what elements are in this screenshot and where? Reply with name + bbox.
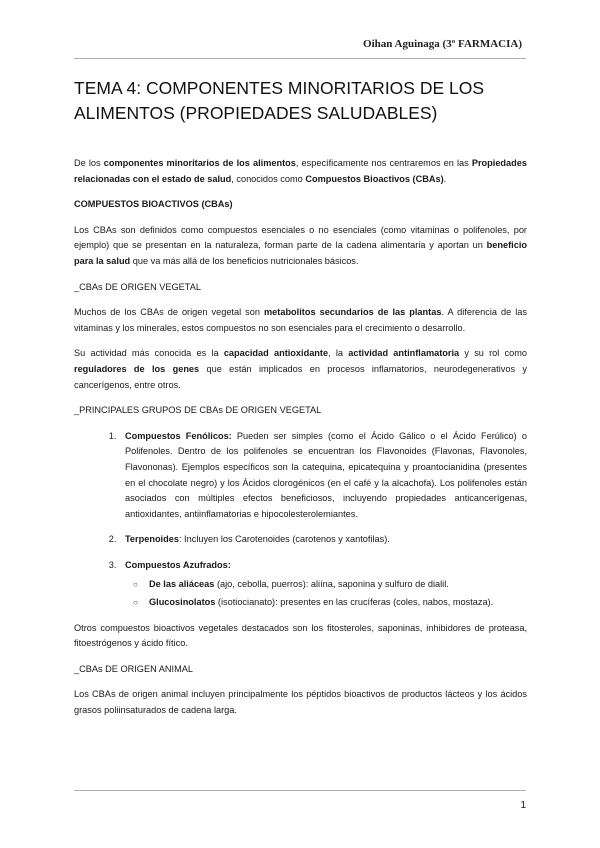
header-divider	[74, 58, 526, 59]
vegetal-bold: capacidad antioxidante	[223, 348, 329, 359]
vegetal-text: y su rol como	[459, 348, 528, 359]
intro-text: De los	[74, 158, 104, 168]
cbas-bold: beneficio para la salud	[74, 240, 527, 266]
intro-paragraph	[74, 156, 527, 187]
cbas-text: que va más allá de los beneficios nutricionales básicos.	[130, 255, 359, 266]
list-item	[119, 429, 527, 523]
intro-bold: Compuestos Bioactivos (CBAs)	[305, 173, 444, 184]
sublist-item-title: Glucosinolatos	[149, 597, 216, 608]
sublist-item	[133, 577, 527, 593]
sublist-item-text: (ajo, cebolla, puerros): aliína, saponina y sulfuro de dialil.	[214, 579, 449, 590]
sublist-item-text: (isotiocianato): presentes en las crucíferas (coles, nabos, mostaza).	[215, 597, 494, 608]
vegetal-bold: reguladores de los genes	[74, 363, 200, 374]
intro-text: , específicamente nos centraremos en las	[295, 158, 472, 168]
cbas-paragraph	[74, 223, 527, 270]
group-item-title: Terpenoides	[125, 534, 179, 545]
animal-paragraph: Los CBAs de origen animal incluyen principalmente los péptidos bioactivos de productos lácteos y los ácidos grasos poliinsaturados de cadena larga.	[74, 689, 527, 716]
vegetal-text: Muchos de los CBAs de origen vegetal son	[74, 307, 264, 318]
cbas-heading	[74, 197, 527, 213]
footer-divider	[74, 790, 526, 791]
group-item-text: : Incluyen los Carotenoides (carotenos y xantofilas).	[178, 534, 390, 545]
vegetal-paragraph-1	[74, 305, 527, 336]
animal-heading: _CBAs DE ORIGEN ANIMAL	[74, 663, 193, 674]
sublist-item-title: De las aliáceas	[149, 579, 215, 590]
group-item-title: Compuestos Fenólicos:	[125, 430, 232, 441]
vegetal-bold: actividad antinflamatoria	[348, 348, 460, 359]
vegetal-text: Su actividad más conocida es la	[74, 348, 224, 359]
groups-heading: _PRINCIPALES GRUPOS DE CBAs DE ORIGEN VEGETAL	[74, 405, 322, 416]
groups-list	[74, 429, 527, 611]
vegetal-text: , la	[328, 348, 349, 359]
vegetal-paragraph-2	[74, 346, 527, 393]
vegetal-text: que están implicados en procesos inflamatorios, neurodegenerativos y cancerígenos, entre otros.	[74, 363, 527, 390]
circle-bullet-icon: ○	[133, 598, 138, 608]
sublist-item	[133, 595, 527, 611]
page-number: 1	[520, 800, 526, 811]
list-item	[119, 558, 527, 611]
intro-text: , conocidos como	[231, 173, 306, 184]
group-item-text: Pueden ser simples (como el Ácido Gálico o el Ácido Ferúlico) o Polifenoles. Dentro de los polifenoles se encuentran los Flavonoides (Flavonas, Flavonoles, Flavononas). Ejemplos específicos son la catequina, epicatequina y proantocianidina (presentes en el chocolate negro) y los Ácidos clorogénicos (en el café y la alcachofa). Los polifenoles están asociados con múltiples efectos beneficiosos, incluyendo propiedades anticancerígenas, antioxidantes, antiinflamatorias e hipocolesterolemiantes.	[125, 430, 527, 519]
intro-text: .	[443, 173, 447, 184]
groups-closing-paragraph: Otros compuestos bioactivos vegetales destacados son los fitosteroles, saponinas, inhibidores de proteasa, fitoestrógenos y ácido fítico.	[74, 622, 527, 649]
cbas-text: Los CBAs son definidos como compuestos esenciales o no esenciales (como vitaminas o polifenoles, por ejemplo) que se presentan en la naturaleza, forman parte de la cadena alimentaria y aportan un	[74, 224, 527, 251]
vegetal-bold: metabolitos secundarios de las plantas	[264, 307, 442, 318]
circle-bullet-icon: ○	[133, 580, 138, 590]
page-title: TEMA 4: COMPONENTES MINORITARIOS DE LOS ALIMENTOS (PROPIEDADES SALUDABLES)	[74, 78, 485, 123]
group-item-title: Compuestos Azufrados:	[125, 559, 231, 570]
document-body	[74, 156, 527, 729]
cbas-heading-text: COMPUESTOS BIOACTIVOS (CBAs)	[74, 199, 233, 210]
sulfur-sublist	[125, 577, 527, 610]
vegetal-text: . A diferencia de las vitaminas y los minerales, estos compuestos no son esenciales para el crecimiento o desarrollo.	[74, 307, 527, 333]
header-author: Oihan Aguinaga (3º FARMACIA)	[363, 38, 522, 50]
list-item	[119, 532, 527, 548]
intro-bold: Propiedades relacionadas con el estado de salud	[74, 158, 527, 184]
vegetal-heading: _CBAs DE ORIGEN VEGETAL	[74, 281, 201, 292]
intro-bold: componentes minoritarios de los alimentos	[103, 158, 296, 168]
